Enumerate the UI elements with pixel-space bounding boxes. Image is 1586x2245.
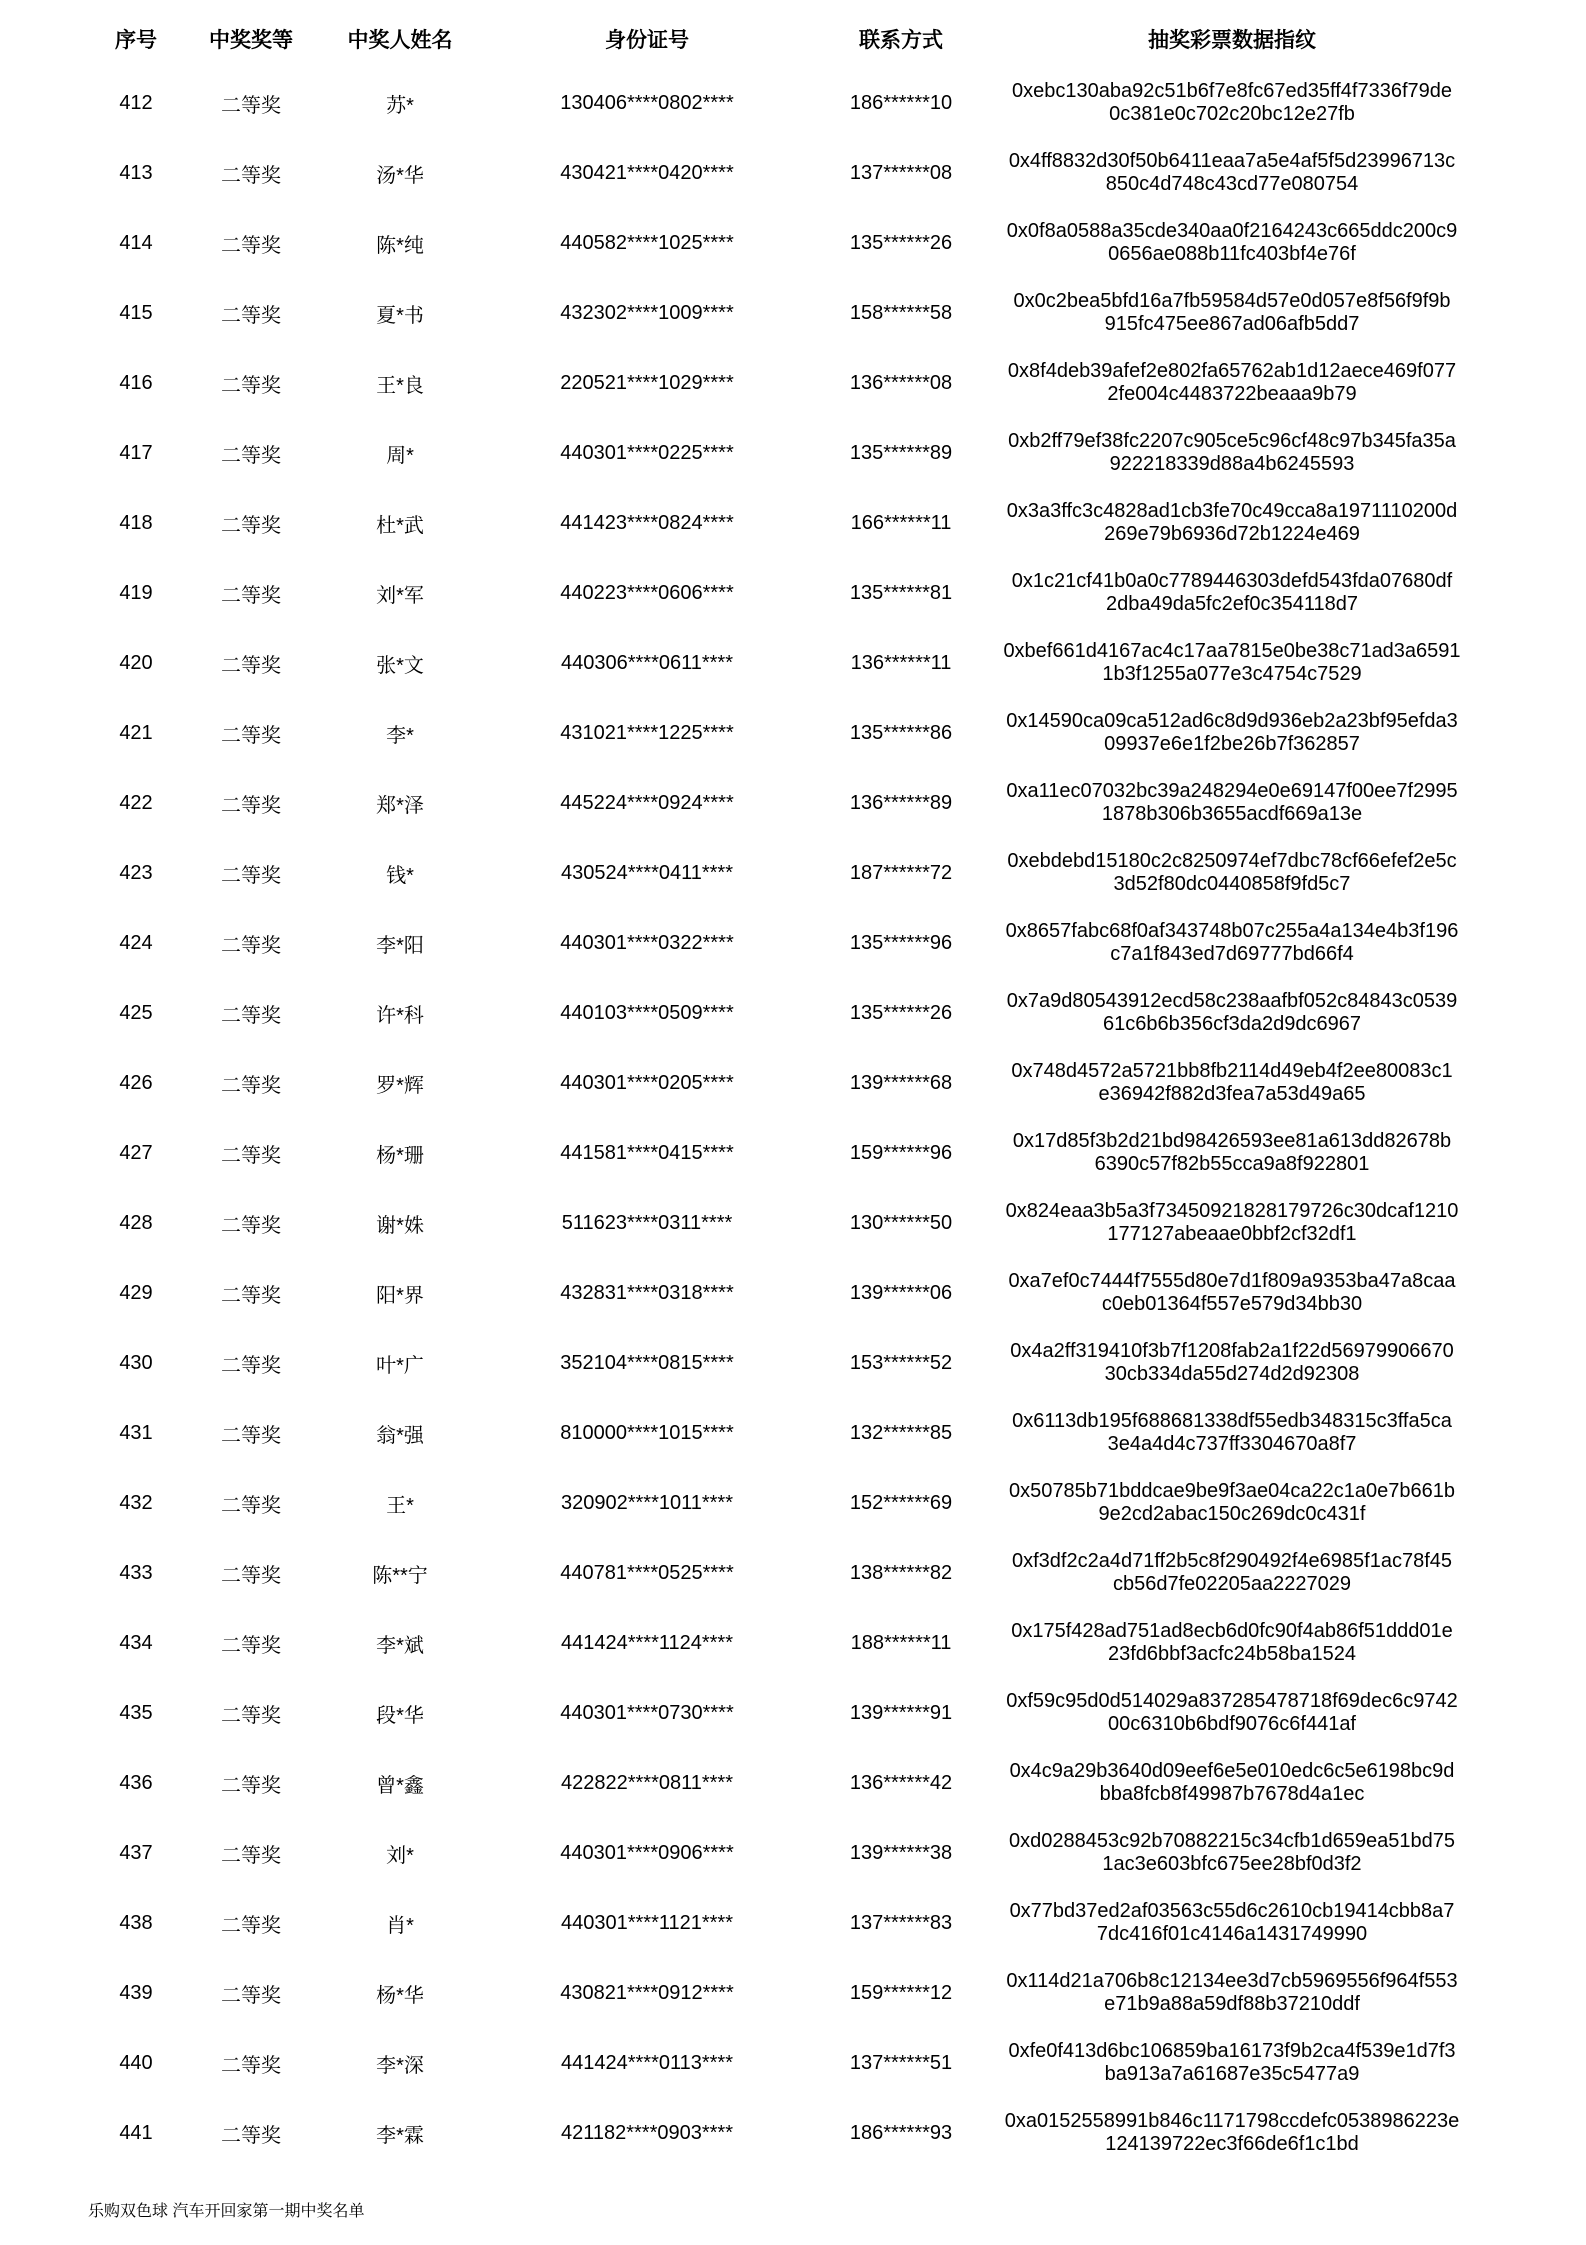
- prize-cell: 二等奖: [221, 1214, 281, 1237]
- fingerprint-line2: bba8fcb8f49987b7678d4a1ec: [1099, 1783, 1365, 1805]
- contact-cell: 166******11: [850, 511, 952, 534]
- prize-cell: 二等奖: [221, 1844, 281, 1867]
- table-row: [103, 208, 1489, 278]
- winner-name-cell: 李*霖: [376, 2124, 424, 2147]
- fingerprint-line1: 0x4c9a29b3640d09eef6e5e010edc6c5e6198bc9d: [1009, 1760, 1455, 1782]
- fingerprint-cell: [975, 2098, 1489, 2168]
- table-row: [103, 838, 1489, 908]
- prize-cell: 二等奖: [221, 1494, 281, 1517]
- prize-cell: 二等奖: [221, 1704, 281, 1727]
- contact-cell: 135******89: [849, 441, 953, 464]
- winner-name-cell: 夏*书: [376, 304, 424, 327]
- winner-name-cell: 钱*: [386, 864, 414, 887]
- prize-cell: 二等奖: [221, 1564, 281, 1587]
- fingerprint-line1: 0x6113db195f688681338df55edb348315c3ffa5ca: [1012, 1410, 1452, 1432]
- table-row: [103, 1958, 1489, 2028]
- fingerprint-cell: [975, 1678, 1489, 1748]
- prize-cell: 二等奖: [221, 1774, 281, 1797]
- contact-cell: 187******72: [849, 861, 953, 884]
- prize-cell: 二等奖: [221, 794, 281, 817]
- winner-name-cell: 曾*鑫: [376, 1774, 424, 1797]
- id-number-cell: 352104****0815****: [560, 1351, 734, 1374]
- serial-cell: 424: [119, 931, 153, 954]
- fingerprint-cell: [975, 978, 1489, 1048]
- table-row: [103, 1188, 1489, 1258]
- winner-name-cell: 王*: [386, 1494, 414, 1517]
- fingerprint-line1: 0xebdebd15180c2c8250974ef7dbc78cf66efef2e5c: [1007, 850, 1457, 872]
- table-row: [103, 2098, 1489, 2168]
- fingerprint-line2: e36942f882d3fea7a53d49a65: [1098, 1083, 1366, 1105]
- fingerprint-line1: 0x1c21cf41b0a0c7789446303defd543fda07680df: [1011, 570, 1453, 592]
- prize-cell: 二等奖: [221, 1144, 281, 1167]
- list-title-caption: 乐购双色球 汽车开回家第一期中奖名单: [88, 2203, 365, 2220]
- winner-name-cell: 苏*: [386, 94, 414, 117]
- contact-cell: 137******83: [849, 1911, 953, 1934]
- col-header-fingerprint: 抽奖彩票数据指纹: [1148, 29, 1316, 52]
- serial-cell: 419: [119, 581, 153, 604]
- fingerprint-line2: 61c6b6b356cf3da2d9dc6967: [1102, 1013, 1362, 1035]
- fingerprint-line1: 0x4ff8832d30f50b6411eaa7a5e4af5f5d23996713c: [1008, 150, 1456, 172]
- fingerprint-cell: [975, 2028, 1489, 2098]
- winner-name-cell: 许*科: [376, 1004, 424, 1027]
- fingerprint-line2: 09937e6e1f2be26b7f362857: [1104, 733, 1360, 755]
- id-number-cell: 320902****1011****: [560, 1491, 733, 1514]
- fingerprint-cell: [975, 1328, 1489, 1398]
- fingerprint-line2: 00c6310b6bdf9076c6f441af: [1107, 1713, 1356, 1735]
- winner-name-cell: 叶*广: [376, 1354, 424, 1377]
- id-number-cell: 441581****0415****: [560, 1141, 734, 1164]
- contact-cell: 135******96: [849, 931, 953, 954]
- fingerprint-cell: [975, 1468, 1489, 1538]
- fingerprint-line2: 1ac3e603bfc675ee28bf0d3f2: [1102, 1853, 1362, 1875]
- contact-cell: 152******69: [849, 1491, 953, 1514]
- id-number-cell: 440103****0509****: [560, 1001, 734, 1024]
- table-row: [103, 1538, 1489, 1608]
- serial-cell: 432: [119, 1491, 153, 1514]
- serial-cell: 418: [119, 511, 153, 534]
- contact-cell: 159******12: [849, 1981, 953, 2004]
- id-number-cell: 440301****0322****: [560, 931, 734, 954]
- fingerprint-line1: 0x748d4572a5721bb8fb2114d49eb4f2ee80083c1: [1011, 1060, 1453, 1082]
- id-number-cell: 430821****0912****: [560, 1981, 734, 2004]
- id-number-cell: 810000****1015****: [560, 1421, 734, 1444]
- contact-cell: 139******68: [849, 1071, 953, 1094]
- fingerprint-line2: 1b3f1255a077e3c4754c7529: [1102, 663, 1362, 685]
- fingerprint-line2: 915fc475ee867ad06afb5dd7: [1104, 313, 1360, 335]
- winner-name-cell: 刘*: [386, 1844, 414, 1867]
- fingerprint-line2: 9e2cd2abac150c269dc0c431f: [1098, 1503, 1366, 1525]
- winner-name-cell: 罗*辉: [376, 1074, 424, 1097]
- fingerprint-line1: 0xa11ec07032bc39a248294e0e69147f00ee7f2995: [1006, 780, 1458, 802]
- fingerprint-cell: [975, 1538, 1489, 1608]
- fingerprint-cell: [975, 68, 1489, 138]
- fingerprint-line1: 0x8657fabc68f0af343748b07c255a4a134e4b3f196: [1005, 920, 1459, 942]
- fingerprint-cell: [975, 1188, 1489, 1258]
- id-number-cell: 440301****0205****: [560, 1071, 734, 1094]
- fingerprint-line1: 0xa7ef0c7444f7555d80e7d1f809a9353ba47a8caa: [1008, 1270, 1456, 1292]
- serial-cell: 438: [119, 1911, 153, 1934]
- fingerprint-line1: 0x0f8a0588a35cde340aa0f2164243c665ddc200c9: [1006, 220, 1458, 242]
- serial-cell: 420: [119, 651, 153, 674]
- contact-cell: 136******11: [850, 651, 952, 674]
- serial-cell: 415: [119, 301, 153, 324]
- table-row: [103, 768, 1489, 838]
- id-number-cell: 440306****0611****: [560, 651, 733, 674]
- id-number-cell: 511623****0311****: [561, 1211, 733, 1234]
- winner-name-cell: 杜*武: [376, 514, 424, 537]
- fingerprint-line2: c0eb01364f557e579d34bb30: [1101, 1293, 1363, 1315]
- fingerprint-line1: 0x824eaa3b5a3f73450921828179726c30dcaf1210: [1005, 1200, 1459, 1222]
- winner-name-cell: 李*: [386, 724, 414, 747]
- winner-name-cell: 翁*强: [376, 1424, 424, 1447]
- fingerprint-line2: 23fd6bbf3acfc24b58ba1524: [1107, 1643, 1356, 1665]
- id-number-cell: 430524****0411****: [560, 861, 733, 884]
- id-number-cell: 440223****0606****: [560, 581, 734, 604]
- serial-cell: 439: [119, 1981, 153, 2004]
- id-number-cell: 432831****0318****: [560, 1281, 734, 1304]
- prize-cell: 二等奖: [221, 2054, 281, 2077]
- fingerprint-cell: [975, 1118, 1489, 1188]
- winner-name-cell: 段*华: [376, 1704, 424, 1727]
- fingerprint-cell: [975, 208, 1489, 278]
- winner-name-cell: 王*良: [376, 374, 424, 397]
- fingerprint-cell: [975, 838, 1489, 908]
- contact-cell: 136******08: [849, 371, 953, 394]
- winner-name-cell: 李*深: [376, 2054, 424, 2077]
- id-number-cell: 130406****0802****: [560, 91, 734, 114]
- fingerprint-line2: 1878b306b3655acdf669a13e: [1101, 803, 1363, 825]
- contact-cell: 135******26: [849, 231, 953, 254]
- id-number-cell: 440781****0525****: [560, 1561, 734, 1584]
- winner-name-cell: 刘*军: [376, 584, 424, 607]
- prize-cell: 二等奖: [221, 444, 281, 467]
- fingerprint-line1: 0xebc130aba92c51b6f7e8fc67ed35ff4f7336f79de: [1011, 80, 1453, 102]
- table-row: [103, 978, 1489, 1048]
- prize-cell: 二等奖: [221, 584, 281, 607]
- serial-cell: 430: [119, 1351, 153, 1374]
- prize-cell: 二等奖: [221, 1354, 281, 1377]
- table-row: [103, 1468, 1489, 1538]
- prize-cell: 二等奖: [221, 1914, 281, 1937]
- serial-cell: 423: [119, 861, 153, 884]
- fingerprint-cell: [975, 418, 1489, 488]
- table-row: [103, 1608, 1489, 1678]
- table-row: [103, 1818, 1489, 1888]
- fingerprint-line2: 124139722ec3f66de6f1c1bd: [1105, 2133, 1359, 2155]
- contact-cell: 136******42: [849, 1771, 953, 1794]
- fingerprint-line1: 0x77bd37ed2af03563c55d6c2610cb19414cbb8a7: [1009, 1900, 1455, 1922]
- prize-cell: 二等奖: [221, 934, 281, 957]
- serial-cell: 422: [119, 791, 153, 814]
- winner-name-cell: 陈**宁: [372, 1564, 428, 1587]
- table-row: [103, 278, 1489, 348]
- winner-name-cell: 陈*纯: [376, 234, 424, 257]
- fingerprint-line1: 0x114d21a706b8c12134ee3d7cb5969556f964f553: [1006, 1970, 1458, 1992]
- contact-cell: 135******81: [849, 581, 953, 604]
- serial-cell: 412: [119, 91, 153, 114]
- prize-cell: 二等奖: [221, 1984, 281, 2007]
- table-row: [103, 1748, 1489, 1818]
- winner-name-cell: 张*文: [376, 654, 424, 677]
- id-number-cell: 421182****0903****: [560, 2121, 733, 2144]
- table-row: [103, 1678, 1489, 1748]
- fingerprint-line1: 0x175f428ad751ad8ecb6d0fc90f4ab86f51ddd01e: [1011, 1620, 1453, 1642]
- fingerprint-cell: [975, 1608, 1489, 1678]
- id-number-cell: 441424****0113****: [560, 2051, 733, 2074]
- fingerprint-line1: 0x17d85f3b2d21bd98426593ee81a613dd82678b: [1012, 1130, 1452, 1152]
- table-header-row: [103, 10, 1489, 68]
- prize-cell: 二等奖: [221, 1074, 281, 1097]
- fingerprint-line2: 0656ae088b11fc403bf4e76f: [1108, 243, 1356, 265]
- contact-cell: 135******86: [849, 721, 953, 744]
- id-number-cell: 422822****0811****: [560, 1771, 733, 1794]
- contact-cell: 158******58: [849, 301, 953, 324]
- contact-cell: 159******96: [849, 1141, 953, 1164]
- prize-cell: 二等奖: [221, 724, 281, 747]
- winner-name-cell: 李*斌: [376, 1634, 424, 1657]
- serial-cell: 426: [119, 1071, 153, 1094]
- prize-cell: 二等奖: [221, 304, 281, 327]
- contact-cell: 139******06: [849, 1281, 953, 1304]
- fingerprint-line1: 0xb2ff79ef38fc2207c905ce5c96cf48c97b345fa35a: [1008, 430, 1456, 452]
- prize-cell: 二等奖: [221, 1284, 281, 1307]
- prize-cell: 二等奖: [221, 374, 281, 397]
- id-number-cell: 432302****1009****: [560, 301, 734, 324]
- winner-name-cell: 肖*: [386, 1914, 414, 1937]
- table-row: [103, 908, 1489, 978]
- contact-cell: 139******38: [849, 1841, 953, 1864]
- prize-cell: 二等奖: [221, 94, 281, 117]
- prize-cell: 二等奖: [221, 2124, 281, 2147]
- fingerprint-cell: [975, 1258, 1489, 1328]
- fingerprint-cell: [975, 1958, 1489, 2028]
- contact-cell: 135******26: [849, 1001, 953, 1024]
- fingerprint-line1: 0xfe0f413d6bc106859ba16173f9b2ca4f539e1d7f3: [1008, 2040, 1456, 2062]
- fingerprint-cell: [975, 768, 1489, 838]
- contact-cell: 188******11: [850, 1631, 952, 1654]
- table-row: [103, 698, 1489, 768]
- winner-name-cell: 周*: [386, 444, 414, 467]
- table-row: [103, 1048, 1489, 1118]
- fingerprint-cell: [975, 908, 1489, 978]
- fingerprint-cell: [975, 1748, 1489, 1818]
- contact-cell: 130******50: [849, 1211, 953, 1234]
- fingerprint-line1: 0x0c2bea5bfd16a7fb59584d57e0d057e8f56f9f9b: [1013, 290, 1451, 312]
- table-row: [103, 1888, 1489, 1958]
- serial-cell: 433: [119, 1561, 153, 1584]
- id-number-cell: 441423****0824****: [560, 511, 734, 534]
- fingerprint-cell: [975, 138, 1489, 208]
- fingerprint-cell: [975, 1048, 1489, 1118]
- contact-cell: 153******52: [849, 1351, 953, 1374]
- serial-cell: 427: [119, 1141, 153, 1164]
- fingerprint-cell: [975, 348, 1489, 418]
- serial-cell: 440: [119, 2051, 153, 2074]
- fingerprint-cell: [975, 628, 1489, 698]
- table-row: [103, 1328, 1489, 1398]
- winners-table: [103, 10, 1489, 2168]
- contact-cell: 137******51: [849, 2051, 953, 2074]
- table-row: [103, 1258, 1489, 1328]
- table-row: [103, 1118, 1489, 1188]
- contact-cell: 186******93: [849, 2121, 953, 2144]
- fingerprint-line2: 269e79b6936d72b1224e469: [1104, 523, 1360, 545]
- fingerprint-line1: 0xd0288453c92b70882215c34cfb1d659ea51bd75: [1009, 1830, 1455, 1852]
- fingerprint-line2: 3d52f80dc0440858f9fd5c7: [1113, 873, 1351, 895]
- serial-cell: 416: [119, 371, 153, 394]
- contact-cell: 138******82: [849, 1561, 953, 1584]
- fingerprint-line1: 0xbef661d4167ac4c17aa7815e0be38c71ad3a6591: [1003, 640, 1461, 662]
- fingerprint-line2: 0c381e0c702c20bc12e27fb: [1109, 103, 1355, 125]
- fingerprint-line2: e71b9a88a59df88b37210ddf: [1104, 1993, 1360, 2015]
- serial-cell: 435: [119, 1701, 153, 1724]
- fingerprint-cell: [975, 488, 1489, 558]
- fingerprint-cell: [975, 1888, 1489, 1958]
- contact-cell: 136******89: [849, 791, 953, 814]
- fingerprint-line1: 0x3a3ffc3c4828ad1cb3fe70c49cca8a1971110200d: [1006, 500, 1458, 522]
- serial-cell: 429: [119, 1281, 153, 1304]
- prize-cell: 二等奖: [221, 1634, 281, 1657]
- id-number-cell: 430421****0420****: [560, 161, 734, 184]
- col-header-prize: 中奖奖等: [209, 29, 293, 52]
- fingerprint-cell: [975, 558, 1489, 628]
- prize-cell: 二等奖: [221, 1424, 281, 1447]
- fingerprint-cell: [975, 1818, 1489, 1888]
- fingerprint-line1: 0x50785b71bddcae9be9f3ae04ca22c1a0e7b661b: [1009, 1480, 1455, 1502]
- table-row: [103, 68, 1489, 138]
- id-number-cell: 431021****1225****: [560, 721, 734, 744]
- table-row: [103, 628, 1489, 698]
- fingerprint-line1: 0x7a9d80543912ecd58c238aafbf052c84843c0539: [1006, 990, 1458, 1012]
- fingerprint-line2: c7a1f843ed7d69777bd66f4: [1110, 943, 1354, 965]
- table-row: [103, 1398, 1489, 1468]
- id-number-cell: 441424****1124****: [560, 1631, 733, 1654]
- serial-cell: 428: [119, 1211, 153, 1234]
- winner-name-cell: 汤*华: [376, 164, 424, 187]
- fingerprint-line2: 3e4a4d4c737ff3304670a8f7: [1107, 1433, 1357, 1455]
- fingerprint-cell: [975, 1398, 1489, 1468]
- serial-cell: 431: [119, 1421, 153, 1444]
- prize-cell: 二等奖: [221, 164, 281, 187]
- serial-cell: 413: [119, 161, 153, 184]
- fingerprint-line1: 0x14590ca09ca512ad6c8d9d936eb2a23bf95efda3: [1006, 710, 1458, 732]
- contact-cell: 132******85: [849, 1421, 953, 1444]
- winner-name-cell: 阳*界: [376, 1284, 424, 1307]
- fingerprint-line2: 2dba49da5fc2ef0c354118d7: [1105, 593, 1359, 615]
- winner-name-cell: 杨*华: [376, 1984, 424, 2007]
- table-row: [103, 138, 1489, 208]
- fingerprint-line1: 0xf59c95d0d514029a837285478718f69dec6c9742: [1006, 1690, 1458, 1712]
- table-body: [103, 68, 1489, 2168]
- serial-cell: 421: [119, 721, 153, 744]
- table-row: [103, 418, 1489, 488]
- prize-cell: 二等奖: [221, 234, 281, 257]
- prize-cell: 二等奖: [221, 1004, 281, 1027]
- fingerprint-line1: 0x4a2ff319410f3b7f1208fab2a1f22d56979906670: [1010, 1340, 1454, 1362]
- fingerprint-cell: [975, 698, 1489, 768]
- fingerprint-line2: 7dc416f01c4146a1431749990: [1096, 1923, 1368, 1945]
- col-header-winner-name: 中奖人姓名: [347, 29, 453, 52]
- winner-name-cell: 李*阳: [376, 934, 424, 957]
- serial-cell: 414: [119, 231, 153, 254]
- contact-cell: 186******10: [849, 91, 953, 114]
- fingerprint-line2: 30cb334da55d274d2d92308: [1104, 1363, 1360, 1385]
- fingerprint-line2: 6390c57f82b55cca9a8f922801: [1094, 1153, 1370, 1175]
- table-row: [103, 348, 1489, 418]
- winner-name-cell: 谢*姝: [376, 1214, 424, 1237]
- fingerprint-line2: ba913a7a61687e35c5477a9: [1104, 2063, 1360, 2085]
- id-number-cell: 220521****1029****: [560, 371, 734, 394]
- id-number-cell: 445224****0924****: [560, 791, 734, 814]
- fingerprint-line1: 0xa0152558991b846c1171798ccdefc0538986223e: [1004, 2110, 1460, 2132]
- fingerprint-cell: [975, 278, 1489, 348]
- serial-cell: 434: [119, 1631, 153, 1654]
- fingerprint-line2: 2fe004c4483722beaaa9b79: [1107, 383, 1357, 405]
- table-row: [103, 558, 1489, 628]
- id-number-cell: 440301****0906****: [560, 1841, 734, 1864]
- col-header-serial: 序号: [115, 29, 157, 52]
- fingerprint-line1: 0xf3df2c2a4d71ff2b5c8f290492f4e6985f1ac78f45: [1011, 1550, 1453, 1572]
- serial-cell: 441: [119, 2121, 153, 2144]
- prize-cell: 二等奖: [221, 654, 281, 677]
- col-header-contact: 联系方式: [859, 29, 943, 52]
- winner-name-cell: 郑*泽: [376, 794, 424, 817]
- id-number-cell: 440301****1121****: [560, 1911, 733, 1934]
- contact-cell: 137******08: [849, 161, 953, 184]
- fingerprint-line2: 850c4d748c43cd77e080754: [1105, 173, 1359, 195]
- contact-cell: 139******91: [849, 1701, 953, 1724]
- table-row: [103, 488, 1489, 558]
- id-number-cell: 440582****1025****: [560, 231, 734, 254]
- serial-cell: 436: [119, 1771, 153, 1794]
- table-row: [103, 2028, 1489, 2098]
- winner-name-cell: 杨*珊: [376, 1144, 424, 1167]
- fingerprint-line2: cb56d7fe02205aa2227029: [1112, 1573, 1352, 1595]
- serial-cell: 417: [119, 441, 153, 464]
- fingerprint-line2: 922218339d88a4b6245593: [1109, 453, 1355, 475]
- col-header-id-number: 身份证号: [605, 29, 689, 52]
- id-number-cell: 440301****0225****: [560, 441, 734, 464]
- serial-cell: 437: [119, 1841, 153, 1864]
- id-number-cell: 440301****0730****: [560, 1701, 734, 1724]
- fingerprint-line2: 177127abeaae0bbf2cf32df1: [1107, 1223, 1357, 1245]
- prize-cell: 二等奖: [221, 864, 281, 887]
- fingerprint-line1: 0x8f4deb39afef2e802fa65762ab1d12aece469f077: [1007, 360, 1457, 382]
- serial-cell: 425: [119, 1001, 153, 1024]
- prize-cell: 二等奖: [221, 514, 281, 537]
